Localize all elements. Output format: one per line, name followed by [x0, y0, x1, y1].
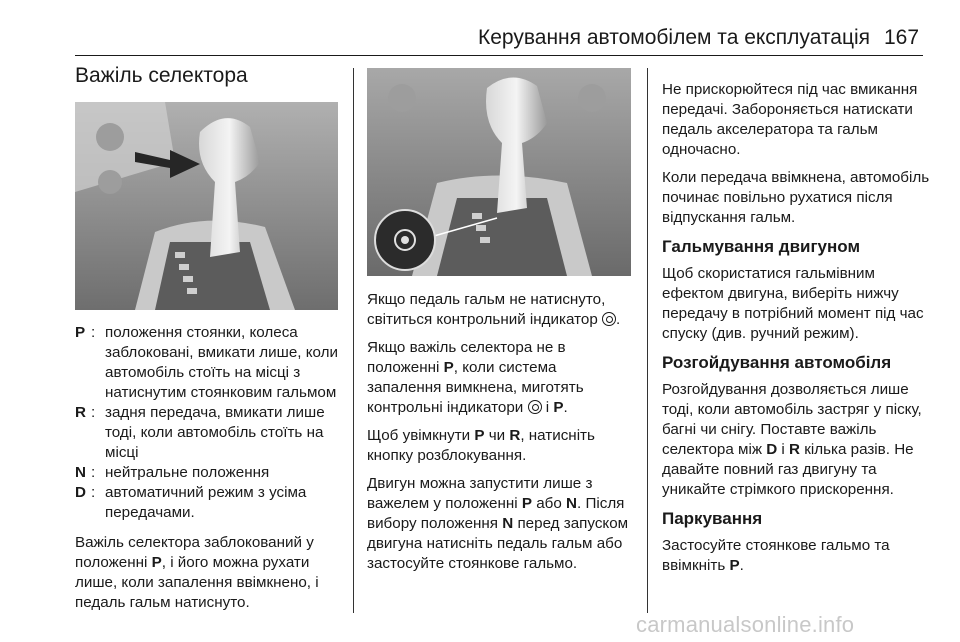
- body-paragraph: Коли передача ввімкнена, автомобіль починає повільно рухатися після відпускання гальм.: [662, 169, 930, 226]
- section-title: Важіль селектора: [75, 64, 248, 87]
- page-number: 167: [884, 26, 920, 49]
- gear-selector-photo: [75, 102, 338, 310]
- body-paragraph: Застосуйте стоянкове гальмо та ввімкніть P.: [662, 537, 890, 574]
- subsection-title: Гальмування двигуном: [662, 237, 861, 256]
- watermark: carmanualsonline.info: [636, 612, 855, 637]
- gear-selector-release-photo: [367, 68, 631, 276]
- page-header: [0, 0, 960, 58]
- brake-pedal-indicator-icon: [602, 312, 616, 326]
- body-paragraph: Щоб скористатися гальмівним ефектом двигуна, виберіть нижчу передачу в потрібний момент під час спуску (див. ручний режим).: [662, 265, 924, 342]
- definition-item: P : положення стоянки, колеса заблоковані, вмикати лише, коли автомобіль стоїть на місці з натиснутим стоянковим гальмом: [75, 324, 338, 401]
- brake-pedal-indicator-icon: [528, 400, 542, 414]
- subsection-title: Паркування: [662, 509, 763, 528]
- body-paragraph: Якщо педаль гальм не натиснуто, світиться контрольний індикатор .: [367, 291, 621, 328]
- subsection-title: Розгойдування автомобіля: [662, 353, 892, 372]
- body-paragraph: Важіль селектора заблокований у положенні P, і його можна рухати лише, коли запалення ввімкнено, і педаль гальм натиснуто.: [75, 534, 319, 611]
- header-rule: [75, 55, 923, 56]
- body-paragraph: Щоб увімкнути P чи R, натисніть кнопку розблокування.: [367, 427, 595, 464]
- column-3-text: [662, 80, 930, 584]
- definition-item: R : задня передача, вмикати лише тоді, коли автомобіль стоїть на місці: [75, 404, 325, 461]
- body-paragraph: Не прискорюйтеся під час вмикання передачі. Забороняється натискати педаль акселератора та гальм одночасно.: [662, 81, 918, 158]
- definition-item: D : автоматичний режим з усіма передачами.: [75, 484, 307, 521]
- column-2-text: [367, 290, 635, 582]
- column-separator: [353, 68, 354, 613]
- running-title: Керування автомобілем та експлуатація: [478, 26, 871, 49]
- column-separator: [647, 68, 648, 613]
- body-paragraph: Двигун можна запустити лише з важелем у положенні P або N. Після вибору положення N перед запуском двигуна натисніть педаль гальм або застосуйте стоянкове гальмо.: [367, 475, 629, 572]
- definition-item: N : нейтральне положення: [75, 464, 270, 481]
- body-paragraph: Розгойдування дозволяється лише тоді, коли автомобіль застряг у піску, багні чи снігу. Поставте важіль селектора між D і R кілька разів. Не давайте повний газ двигуну та уникайте стрімкого прискорення.: [662, 381, 922, 498]
- body-paragraph: Якщо важіль селектора не в положенні P, коли система запалення вимкнена, миготять контрольні індикатори і P.: [367, 339, 584, 416]
- gear-position-list: [75, 323, 343, 523]
